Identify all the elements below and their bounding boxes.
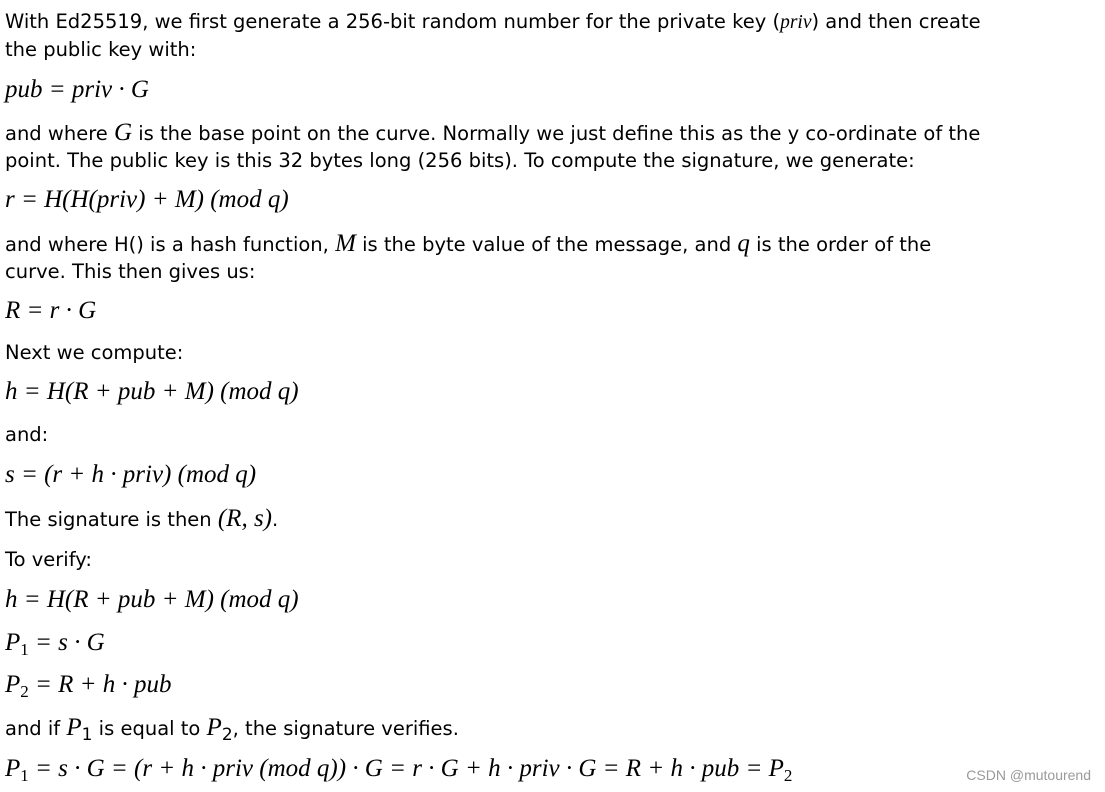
watermark-text: CSDN @mutourend: [966, 767, 1091, 783]
paragraph-base-point-line-1: and where G is the base point on the curve. Normally we just define this as the y co-ordinate of the: [5, 119, 981, 146]
paragraph-signature: The signature is then (R, s).: [5, 505, 279, 532]
equation-r: r = H(H(priv) + M) (mod q): [5, 186, 289, 213]
paragraph-hash-line-2: curve. This then gives us:: [5, 260, 256, 283]
equation-verify-h: h = H(R + pub + M) (mod q): [5, 586, 299, 613]
math-R-s: (R, s): [217, 505, 273, 532]
paragraph-intro-line-2: the public key with:: [5, 38, 197, 61]
paragraph-verifies: and if P1 is equal to P2, the signature verifies.: [5, 714, 459, 745]
paragraph-hash-line-1: and where H() is a hash function, M is the byte value of the message, and q is the order of the: [5, 230, 932, 257]
var-G: G: [113, 119, 133, 146]
var-q: q: [737, 230, 750, 257]
paragraph-and: and:: [5, 423, 49, 446]
paragraph-next-compute: Next we compute:: [5, 341, 184, 364]
equation-R: R = r · G: [5, 297, 97, 324]
var-M: M: [335, 230, 356, 257]
equation-final-chain: $P_1 = s \cdot G = (r + h$ · priv (mod q)) · G = r · G + h · priv · G = R + h · pub = $P_2$: [5, 755, 793, 785]
paragraph-intro-line-1: With Ed25519, we first generate a 256-bit random number for the private key (priv) and then create: [5, 10, 981, 33]
var-priv: priv: [780, 12, 812, 33]
equation-P1: $P_1 = s \cdot G$: [5, 629, 105, 659]
equation-h: h = H(R + pub + M) (mod q): [5, 378, 299, 405]
var-P2: P: [206, 714, 222, 741]
paragraph-base-point-line-2: point. The public key is this 32 bytes long (256 bits). To compute the signature, we generate:: [5, 149, 915, 172]
equation-P2: $P_2 = R + h$ · pub: [5, 671, 172, 701]
paragraph-to-verify: To verify:: [5, 548, 92, 571]
equation-s: s = (r + h · priv) (mod q): [5, 461, 257, 488]
var-P1: P: [66, 714, 82, 741]
equation-public-key: pub = priv · G: [5, 76, 149, 103]
